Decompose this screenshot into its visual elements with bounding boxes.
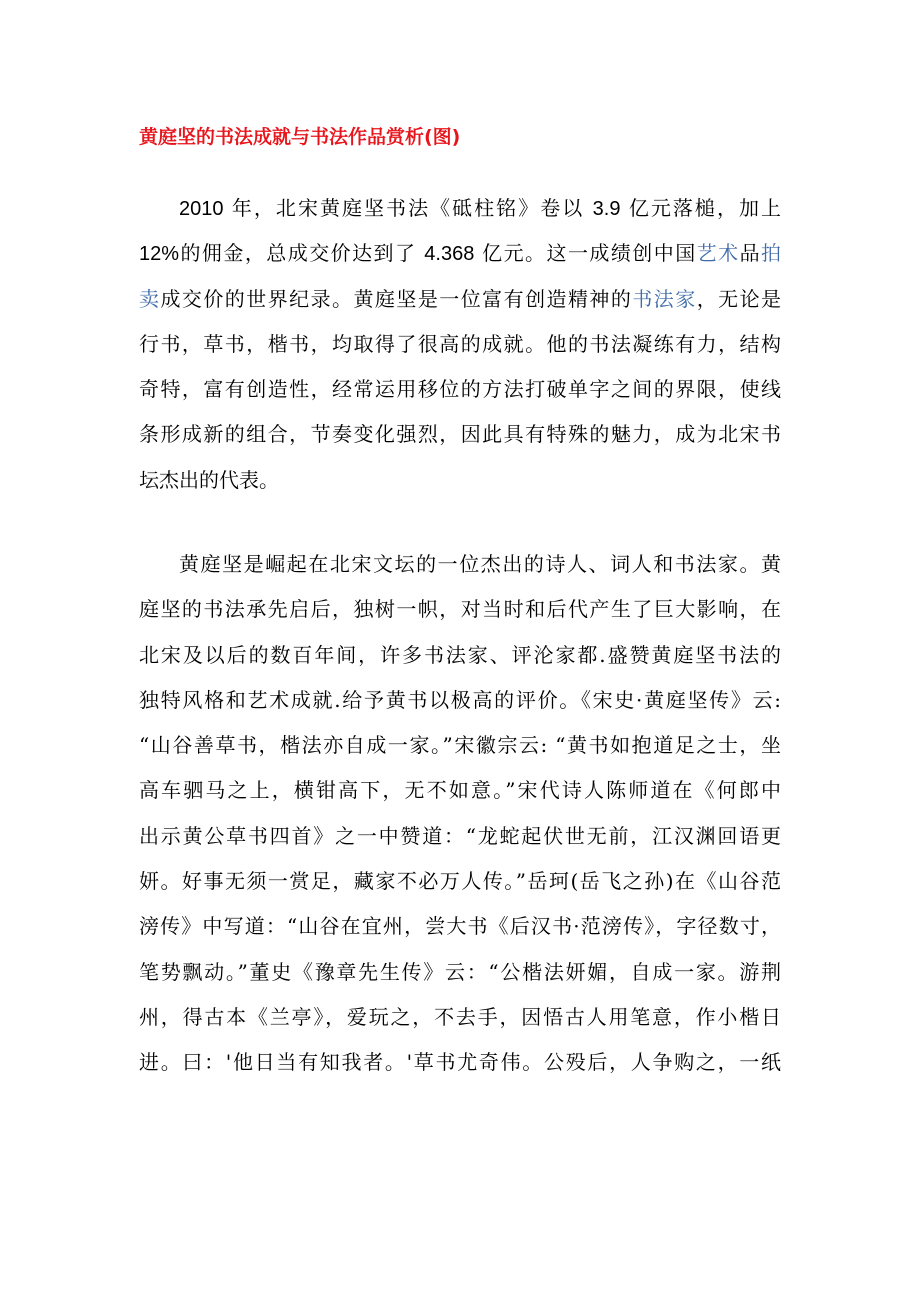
text-segment: 4.368 bbox=[424, 243, 475, 266]
text-line: 独特风格和艺术成就.给予黄书以极高的评价。《宋史·黄庭坚传》云: bbox=[139, 687, 781, 712]
text-line: 妍。好事无须一赏足，藏家不必万人传。”岳珂(岳飞之孙)在《山谷范 bbox=[139, 869, 781, 894]
text-segment: 年，北宋黄庭坚书法《砥柱铭》卷以 bbox=[223, 196, 593, 220]
text-line bbox=[139, 277, 781, 322]
text-line: “山谷善草书，楷法亦自成一家。”宋徽宗云: “黄书如抱道足之士，坐 bbox=[139, 733, 781, 758]
inline-link[interactable]: 拍 bbox=[761, 241, 782, 266]
text-segment: 2010 bbox=[179, 198, 224, 220]
text-line: 北宋及以后的数百年间，许多书法家、评沦家都.盛赞黄庭坚书法的 bbox=[139, 642, 781, 667]
text-segment: 亿元落槌，加上 bbox=[620, 196, 781, 220]
text-segment: 行书，草书，楷书，均取得了很高的成就。他的书法凝练有力，结构 bbox=[139, 331, 781, 356]
inline-link[interactable]: 卖 bbox=[139, 286, 161, 311]
text-segment: 的佣金，总成交价达到了 bbox=[179, 241, 425, 266]
document-title: 黄庭坚的书法成就与书法作品赏析(图) bbox=[139, 126, 461, 148]
text-line: 黄庭坚是崛起在北宋文坛的一位杰出的诗人、词人和书法家。黄 bbox=[179, 552, 781, 576]
paragraph-2 bbox=[139, 542, 781, 1086]
text-line: 州，得古本《兰亭》，爱玩之，不去手，因悟古人用笔意，作小楷日 bbox=[139, 1004, 781, 1029]
inline-link[interactable]: 艺术 bbox=[696, 241, 740, 266]
text-line: 高车驷马之上，横钳高下，无不如意。”宋代诗人陈师道在《何郎中 bbox=[139, 778, 781, 803]
text-segment: 坛杰出的代表。 bbox=[139, 467, 279, 492]
text-line bbox=[139, 186, 781, 231]
text-segment: 亿元。这一成绩创中国 bbox=[474, 241, 697, 266]
inline-link[interactable]: 书法家 bbox=[632, 286, 697, 311]
text-line bbox=[139, 322, 781, 367]
text-segment: 成交价的世界纪录。黄庭坚是一位富有创造精神的 bbox=[160, 286, 633, 311]
text-line: 进。曰：'他日当有知我者。'草书尤奇伟。公殁后，人争购之，一纸 bbox=[139, 1050, 781, 1075]
text-segment: 12% bbox=[139, 243, 180, 266]
text-segment: 条形成新的组合，节奏变化强烈，因此具有特殊的魅力，成为北宋书 bbox=[139, 422, 781, 447]
text-line: 滂传》中写道：“山谷在宜州，尝大书《后汉书·范滂传》，字径数寸， bbox=[139, 914, 781, 939]
text-line bbox=[139, 458, 781, 503]
text-line: 出示黄公草书四首》之一中赞道：“龙蛇起伏世无前，江汉渊回语更 bbox=[139, 823, 781, 848]
text-segment: 品 bbox=[739, 241, 762, 266]
text-line bbox=[139, 367, 781, 412]
text-line bbox=[139, 231, 781, 276]
paragraph-1 bbox=[139, 186, 781, 503]
text-segment: 3.9 bbox=[592, 198, 621, 220]
text-segment: ，无论是 bbox=[696, 286, 782, 311]
text-line bbox=[139, 412, 781, 457]
text-line: 庭坚的书法承先启后，独树一帜，对当时和后代产生了巨大影响，在 bbox=[139, 597, 781, 622]
text-line: 笔势飘动。”董史《豫章先生传》云：“公楷法妍媚，自成一家。游荆 bbox=[139, 959, 781, 984]
text-segment: 奇特，富有创造性，经常运用移位的方法打破单字之间的界限，使线 bbox=[139, 377, 781, 402]
